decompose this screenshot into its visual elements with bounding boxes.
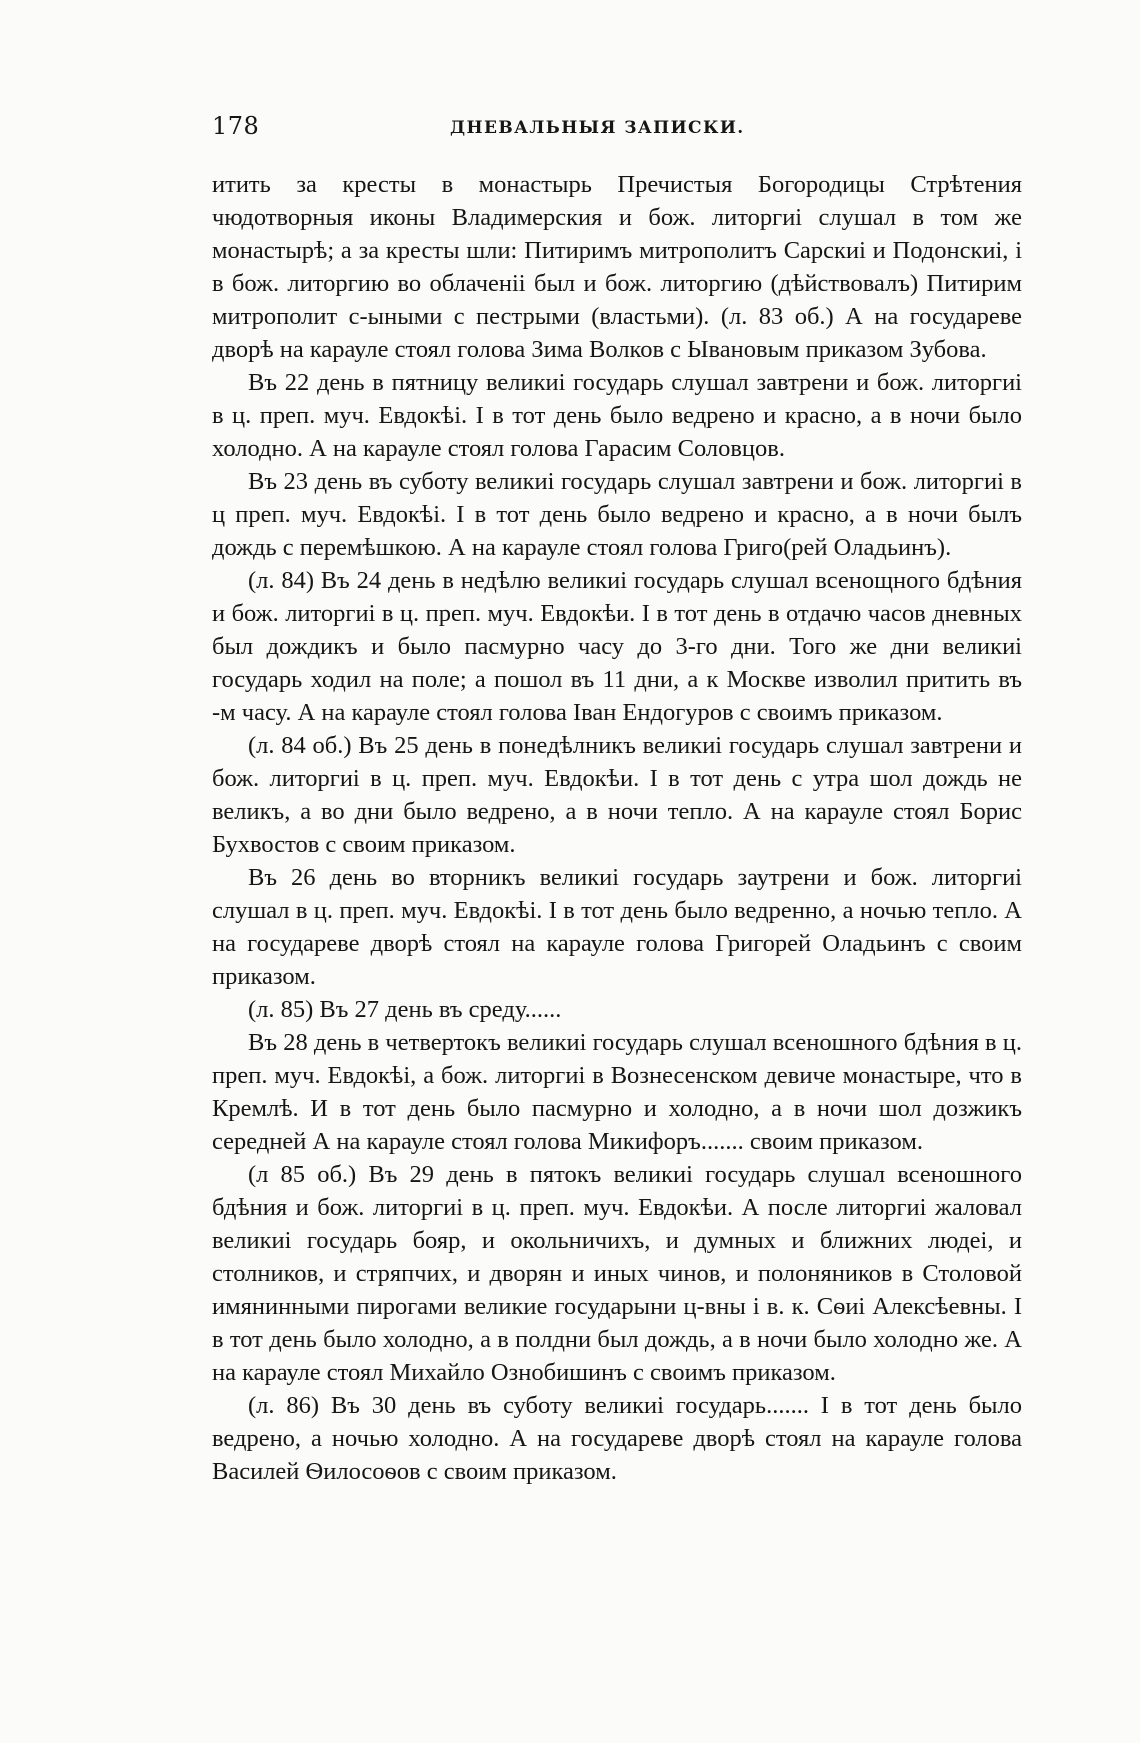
paragraph-continuation: итить за кресты в монастырь Пречистыя Богородицы Стрѣтения чюдотворныя иконы Владимерския и бож. литоргиі слушал в том же монастырѣ; а за кресты шли: Питиримъ митрополитъ Сарскиі и Подонскиі, і в бож. литоргию во облаченіі был и бож. литоргию (дѣйствовалъ) Питирим митрополит с-ыными с пестрыми (властьми). (л. 83 об.) А на государеве дворѣ на карауле стоял голова Зима Волков с Ывановым приказом Зубова. <box>212 171 1022 363</box>
paragraph-day-27: (л. 85) Въ 27 день въ среду...... <box>248 996 562 1023</box>
paragraph-day-22: Въ 22 день в пятницу великиі государь слушал завтрени и бож. литоргиі в ц. преп. муч. Евдокѣі. І в тот день было ведрено и красно, а в ночи было холодно. А на карауле стоял голова Гарасим Соловцов. <box>212 369 1022 462</box>
paragraph-day-30: (л. 86) Въ 30 день въ суботу великиі государь....... І в тот день было ведрено, а ночью холодно. А на государеве дворѣ стоял на карауле голова Василей Ѳилосоѳов с своим приказом. <box>212 1392 1022 1485</box>
page-number: 178 <box>212 112 260 140</box>
paragraph-day-26: Въ 26 день во вторникъ великиі государь заутрени и бож. литоргиі слушал в ц. преп. муч. Евдокѣі. І в тот день было ведренно, а ночью тепло. А на государеве дворѣ стоял на карауле голова Григорей Оладьинъ с своим приказом. <box>212 864 1022 990</box>
body-text <box>212 168 1022 1488</box>
paragraph-day-25: (л. 84 об.) Въ 25 день в понедѣлникъ великиі государь слушал завтрени и бож. литоргиі в ц. преп. муч. Евдокѣи. І в тот день с утра шол дождь не великъ, а во дни было ведрено, а в ночи тепло. А на карауле стоял Борис Бухвостов с своим приказом. <box>212 732 1022 858</box>
running-title: ДНЕВАЛЬНЫЯ ЗАПИСКИ. <box>450 118 745 138</box>
page-header <box>200 112 1020 152</box>
paragraph-day-24: (л. 84) Въ 24 день в недѣлю великиі государь слушал всенощного бдѣния и бож. литоргиі в ц. преп. муч. Евдокѣи. І в тот день в отдачю часов дневных был дождикъ и было пасмурно часу до 3-го дни. Того же дни великиі государь ходил на поле; а пошол въ 11 дни, а к Москве изволил притить въ -м часу. А на карауле стоял голова Іван Ендогуров с своимъ приказом. <box>212 567 1022 726</box>
paragraph-day-23: Въ 23 день въ суботу великиі государь слушал завтрени и бож. литоргиі в ц преп. муч. Евдокѣі. І в тот день было ведрено и красно, а в ночи былъ дождь с перемѣшкою. А на карауле стоял голова Григо(рей Оладьинъ). <box>212 468 1022 561</box>
paragraph-day-29: (л 85 об.) Въ 29 день в пятокъ великиі государь слушал всеношного бдѣния и бож. литоргиі в ц. преп. муч. Евдокѣи. А после литоргиі жаловал великиі государь бояр, и окольничихъ, и думных и ближних людеі, и столников, и стряпчих, и дворян и иных чинов, и полоняников в Столовой имянинными пирогами великие государыни ц-вны і в. к. Сѳиі Алексѣевны. І в тот день было холодно, а в полдни был дождь, а в ночи было холодно же. А на карауле стоял Михайло Ознобишинъ с своимъ приказом. <box>212 1161 1022 1386</box>
paragraph-day-28: Въ 28 день в четвертокъ великиі государь слушал всеношного бдѣния в ц. преп. муч. Евдокѣі, а бож. литоргиі в Вознесенском девиче монастыре, что в Кремлѣ. И в тот день было пасмурно и холодно, а в ночи шол дозжикъ середней А на карауле стоял голова Микифоръ....... своим приказом. <box>212 1029 1022 1155</box>
